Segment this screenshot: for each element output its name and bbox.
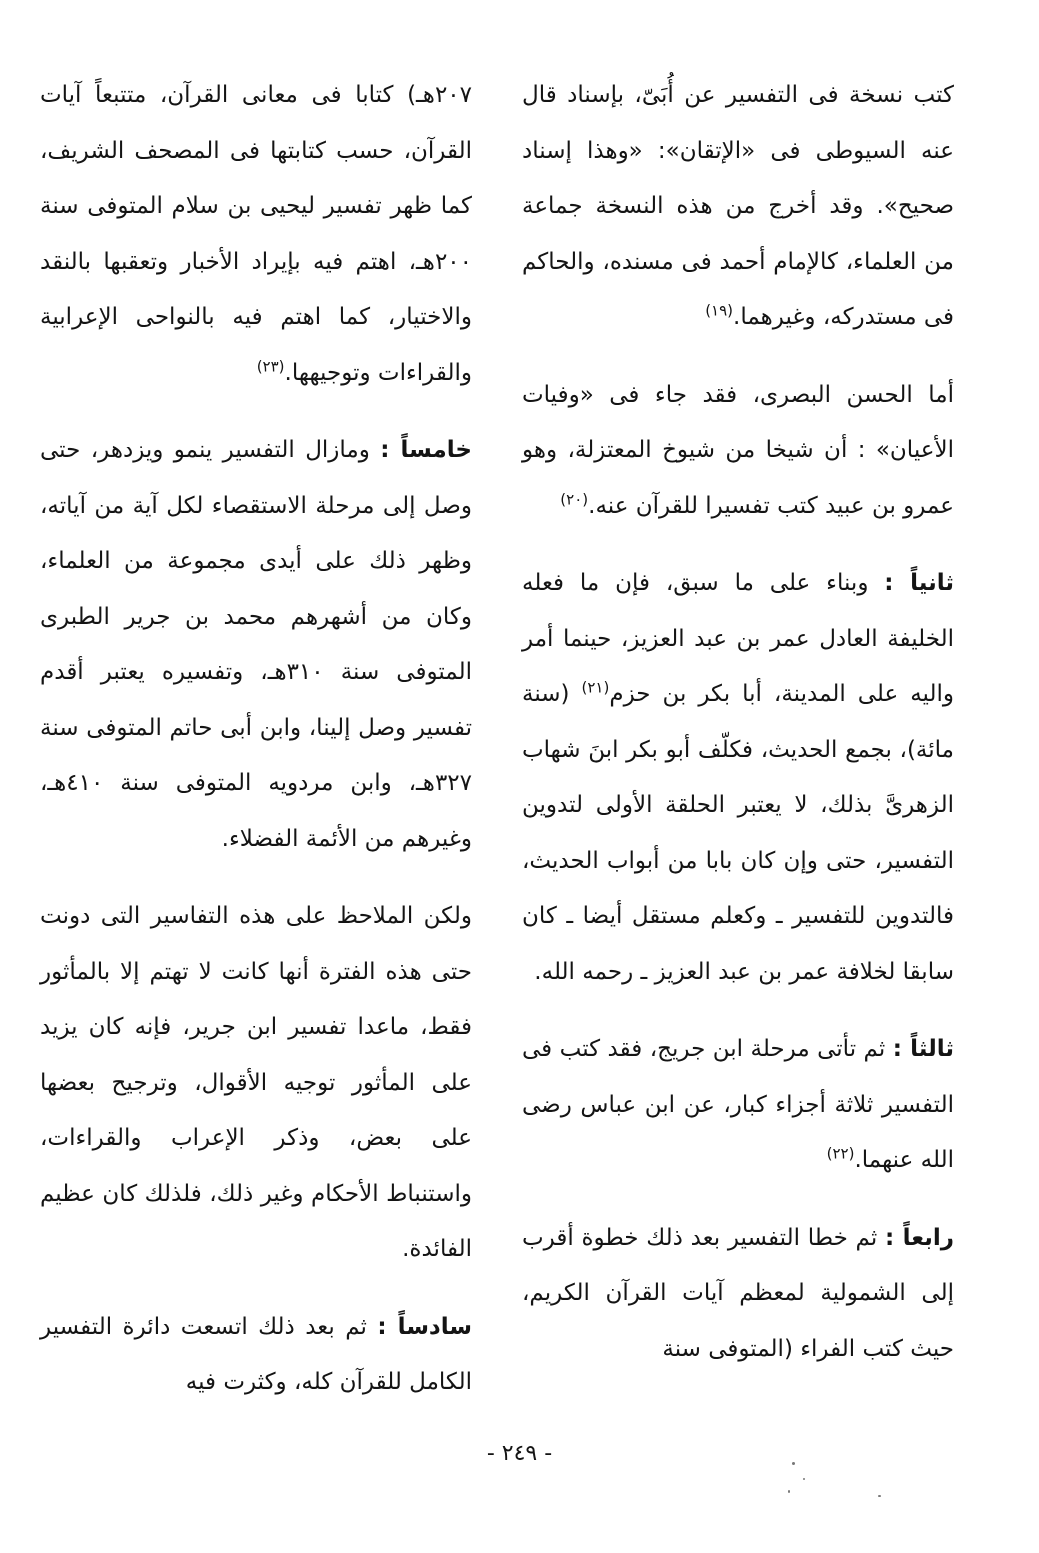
paragraph-text: ٢٠٧هـ) كتابا فى معانى القرآن، متتبعاً آيات القرآن، حسب كتابتها فى المصحف الشريف، كما ظهر تفسير ليحيى بن سلام المتوفى سنة ٢٠٠هـ، اهتم فيه بإيراد الأخبار وتعقبها بالنقد والاختيار، كما اهتم فيه بالنواحى الإعرابية والقراءات وتوجيهها.	[40, 82, 472, 386]
footnote-ref: (٢٣)	[256, 356, 285, 375]
paragraph	[40, 423, 472, 867]
page-number: - ٢٤٩ -	[486, 1441, 553, 1466]
footnote-ref: (١٩)	[705, 301, 734, 320]
scan-speck	[792, 1462, 795, 1465]
paragraph-text: ثم تأتى مرحلة ابن جريج، فقد كتب فى التفسير ثلاثة أجزاء كبار، عن ابن عباس رضى الله عنهما.	[522, 1036, 954, 1173]
scan-speck	[788, 1490, 790, 1493]
paragraph-text: وبناء على ما سبق، فإن ما فعله الخليفة العادل عمر بن عبد العزيز، حينما أمر واليه على المدينة، أبا بكر بن حزم	[522, 570, 955, 707]
paragraph	[522, 556, 954, 1000]
paragraph-text: ولكن الملاحظ على هذه التفاسير التى دونت حتى هذه الفترة أنها كانت لا تهتم إلا بالمأثور فقط، ماعدا تفسير ابن جرير، فإنه كان يزيد على المأثور توجيه الأقوال، وترجيح بعضها على بعض، وذكر الإعراب والقراءات، واستنباط الأحكام وغير ذلك، فلذلك كان عظيم الفائدة.	[40, 903, 472, 1262]
paragraph-text: ومازال التفسير ينمو ويزدهر، حتى وصل إلى مرحلة الاستقصاء لكل آية من آياته، وظهر ذلك على أيدى مجموعة من العلماء، وكان من أشهرهم محمد بن جرير الطبرى المتوفى سنة ٣١٠هـ، وتفسيره يعتبر أقدم تفسير وصل إلينا، وابن أبى حاتم المتوفى سنة ٣٢٧هـ، وابن مردويه المتوفى سنة ٤١٠هـ، وغيرهم من الأئمة الفضلاء.	[40, 437, 472, 852]
paragraph-text: ثم بعد ذلك اتسعت دائرة التفسير الكامل للقرآن كله، وكثرت فيه	[40, 1313, 472, 1395]
right-column	[522, 68, 954, 1377]
paragraph	[522, 1211, 954, 1378]
paragraph	[522, 68, 954, 346]
paragraph-text: أما الحسن البصرى، فقد جاء فى «وفيات الأعيان» : أن شيخا من شيوخ المعتزلة، وهو عمرو بن عبيد كتب تفسيرا للقرآن عنه.	[522, 381, 954, 519]
section-lead: رابعاً :	[884, 1224, 954, 1251]
left-column	[40, 68, 472, 1411]
paragraph	[522, 1022, 954, 1189]
paragraph	[40, 1300, 472, 1411]
footnote-ref: (٢٠)	[560, 489, 589, 508]
scan-speck	[803, 1478, 805, 1480]
footnote-ref: (٢١)	[581, 678, 610, 697]
paragraph-text: (سنة مائة)، بجمع الحديث، فكلّف أبو بكر ابنَ شهاب الزهرىَّ بذلك، لا يعتبر الحلقة الأولى لتدوين التفسير، حتى وإن كان بابا من أبواب الحديث، فالتدوين للتفسير ـ وكعلم مستقل أيضا ـ كان سابقا لخلافة عمر بن عبد العزيز ـ رحمه الله.	[522, 681, 954, 985]
paragraph	[40, 68, 472, 401]
paragraph	[40, 889, 472, 1278]
footnote-ref: (٢٢)	[826, 1144, 855, 1163]
paragraph	[522, 368, 954, 535]
section-lead: ثانياً :	[884, 570, 954, 596]
paragraph-text: كتب نسخة فى التفسير عن أُبَىّ، بإسناد قال عنه السيوطى فى «الإتقان»: «وهذا إسناد صحيح». وقد أخرج من هذه النسخة جماعة من العلماء، كالإمام أحمد فى مسنده، والحاكم فى مستدركه، وغيرهما.	[522, 82, 954, 330]
scan-speck	[878, 1495, 881, 1497]
paragraph-text: ثم خطا التفسير بعد ذلك خطوة أقرب إلى الشمولية لمعظم آيات القرآن الكريم، حيث كتب الفراء (المتوفى سنة	[522, 1224, 954, 1362]
section-lead: خامساً :	[380, 437, 472, 463]
section-lead: ثالثاً :	[892, 1036, 954, 1062]
section-lead: سادساً :	[377, 1313, 472, 1340]
